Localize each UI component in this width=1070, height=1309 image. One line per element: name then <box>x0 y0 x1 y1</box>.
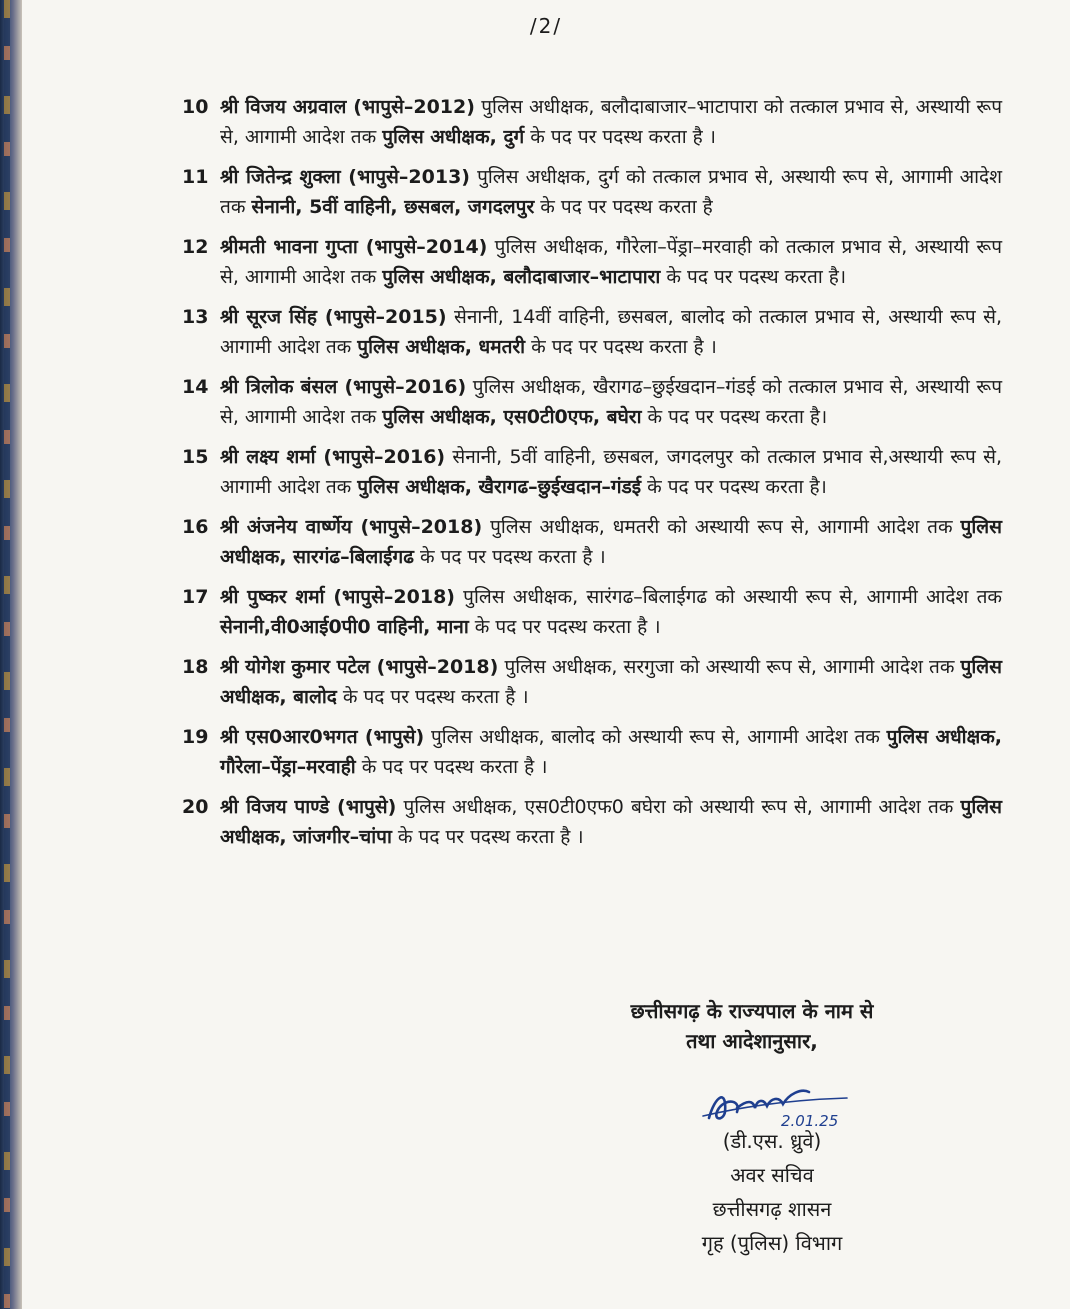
document-page <box>22 0 1070 1309</box>
posting-designation: पुलिस अधीक्षक, जांजगीर–चांपा <box>220 796 1002 848</box>
order-text: सेनानी, 5वीं वाहिनी, छसबल, जगदलपुर को तत्काल प्रभाव से,अस्थायी रूप से, आगामी आदेश तक <box>220 446 1002 498</box>
officer-name: श्री विजय अग्रवाल (भापुसे–2012) <box>220 96 475 118</box>
posting-designation: पुलिस अधीक्षक, बालोद <box>220 656 1002 708</box>
item-number: 17 <box>182 586 209 608</box>
officer-name: श्री विजय पाण्डे (भापुसे) <box>220 796 397 818</box>
signature-date: 2.01.25 <box>781 1112 839 1130</box>
signatory-block <box>652 1124 892 1260</box>
officer-name: श्रीमती भावना गुप्ता (भापुसे–2014) <box>220 236 488 258</box>
order-item <box>182 372 1002 432</box>
posting-designation: पुलिस अधीक्षक, गौरेला–पेंड्रा–मरवाही <box>220 726 1002 778</box>
order-item <box>182 92 1002 152</box>
order-text: पुलिस अधीक्षक, सरगुजा को अस्थायी रूप से, आगामी आदेश तक <box>498 656 961 678</box>
order-text: सेनानी, 14वीं वाहिनी, छसबल, बालोद को तत्काल प्रभाव से, अस्थायी रूप से, आगामी आदेश तक <box>220 306 1002 358</box>
order-tail: के पद पर पदस्थ करता है । <box>391 826 584 848</box>
item-number: 15 <box>182 446 209 468</box>
order-text: पुलिस अधीक्षक, गौरेला–पेंड्रा–मरवाही को तत्काल प्रभाव से, अस्थायी रूप से, आगामी आदेश तक <box>220 236 1002 288</box>
order-tail: के पद पर पदस्थ करता है। <box>641 476 827 498</box>
order-item <box>182 582 1002 642</box>
order-text: पुलिस अधीक्षक, बलौदाबाजार–भाटापारा को तत्काल प्रभाव से, अस्थायी रूप से, आगामी आदेश तक <box>220 96 1002 148</box>
officer-name: श्री त्रिलोक बंसल (भापुसे–2016) <box>220 376 467 398</box>
order-text: पुलिस अधीक्षक, धमतरी को अस्थायी रूप से, आगामी आदेश तक <box>482 516 961 538</box>
signatory-government: छत्तीसगढ़ शासन <box>712 1197 832 1221</box>
officer-name: श्री सूरज सिंह (भापुसे–2015) <box>220 306 447 328</box>
item-number: 14 <box>182 376 209 398</box>
officer-name: श्री पुष्कर शर्मा (भापुसे–2018) <box>220 586 455 608</box>
order-text: पुलिस अधीक्षक, दुर्ग को तत्काल प्रभाव से, अस्थायी रूप से, आगामी आदेश तक <box>220 166 1002 218</box>
closing-authority <box>582 996 922 1056</box>
order-tail: के पद पर पदस्थ करता है <box>534 196 713 218</box>
signatory-department: गृह (पुलिस) विभाग <box>701 1231 843 1255</box>
order-tail: के पद पर पदस्थ करता है। <box>641 406 828 428</box>
item-number: 10 <box>182 96 209 118</box>
posting-designation: पुलिस अधीक्षक, धमतरी <box>357 336 526 358</box>
order-text: पुलिस अधीक्षक, खैरागढ–छुईखदान–गंडई को तत्काल प्रभाव से, अस्थायी रूप से, आगामी आदेश तक <box>220 376 1002 428</box>
officer-name: श्री लक्ष्य शर्मा (भापुसे–2016) <box>220 446 446 468</box>
order-item <box>182 512 1002 572</box>
item-number: 16 <box>182 516 209 538</box>
item-number: 20 <box>182 796 209 818</box>
order-item <box>182 162 1002 222</box>
order-text: पुलिस अधीक्षक, सारंगढ–बिलाईगढ को अस्थायी रूप से, आगामी आदेश तक <box>455 586 1002 608</box>
scanner-edge <box>0 0 22 1309</box>
closing-line-1: छत्तीसगढ़ के राज्यपाल के नाम से <box>630 999 874 1023</box>
order-tail: के पद पर पदस्थ करता है। <box>660 266 847 288</box>
order-tail: के पद पर पदस्थ करता है । <box>524 126 716 148</box>
signatory-name: (डी.एस. ध्रुवे) <box>722 1129 822 1153</box>
posting-designation: पुलिस अधीक्षक, दुर्ग <box>382 126 525 148</box>
item-number: 19 <box>182 726 209 748</box>
officer-name: श्री एस0आर0भगत (भापुसे) <box>220 726 425 748</box>
page-number: /2/ <box>529 14 563 38</box>
posting-designation: सेनानी,वी0आई0पी0 वाहिनी, माना <box>220 616 469 638</box>
order-tail: के पद पर पदस्थ करता है । <box>525 336 717 358</box>
order-tail: के पद पर पदस्थ करता है । <box>468 616 661 638</box>
order-text: पुलिस अधीक्षक, बालोद को अस्थायी रूप से, आगामी आदेश तक <box>424 726 887 748</box>
order-item <box>182 792 1002 852</box>
order-items-list <box>182 92 1002 862</box>
officer-name: श्री योगेश कुमार पटेल (भापुसे–2018) <box>220 656 499 678</box>
item-number: 13 <box>182 306 209 328</box>
posting-designation: पुलिस अधीक्षक, सारगंढ–बिलाईगढ <box>220 516 1002 568</box>
officer-name: श्री अंजनेय वार्ष्णेय (भापुसे–2018) <box>220 516 483 538</box>
item-number: 18 <box>182 656 209 678</box>
closing-line-2: तथा आदेशानुसार, <box>686 1029 818 1053</box>
order-tail: के पद पर पदस्थ करता है । <box>336 686 529 708</box>
handwritten-signature <box>697 1078 857 1130</box>
posting-designation: सेनानी, 5वीं वाहिनी, छसबल, जगदलपुर <box>251 196 535 218</box>
item-number: 11 <box>182 166 209 188</box>
order-item <box>182 232 1002 292</box>
posting-designation: पुलिस अधीक्षक, खैरागढ–छुईखदान–गंडई <box>357 476 642 498</box>
signatory-designation: अवर सचिव <box>730 1163 814 1187</box>
order-item <box>182 302 1002 362</box>
posting-designation: पुलिस अधीक्षक, बलौदाबाजार–भाटापारा <box>382 266 661 288</box>
order-item <box>182 652 1002 712</box>
order-item <box>182 442 1002 502</box>
posting-designation: पुलिस अधीक्षक, एस0टी0एफ, बघेरा <box>382 406 642 428</box>
item-number: 12 <box>182 236 209 258</box>
order-item <box>182 722 1002 782</box>
order-tail: के पद पर पदस्थ करता है । <box>355 756 548 778</box>
order-text: पुलिस अधीक्षक, एस0टी0एफ0 बघेरा को अस्थायी रूप से, आगामी आदेश तक <box>396 796 961 818</box>
order-tail: के पद पर पदस्थ करता है । <box>413 546 606 568</box>
officer-name: श्री जितेन्द्र शुक्ला (भापुसे–2013) <box>220 166 470 188</box>
